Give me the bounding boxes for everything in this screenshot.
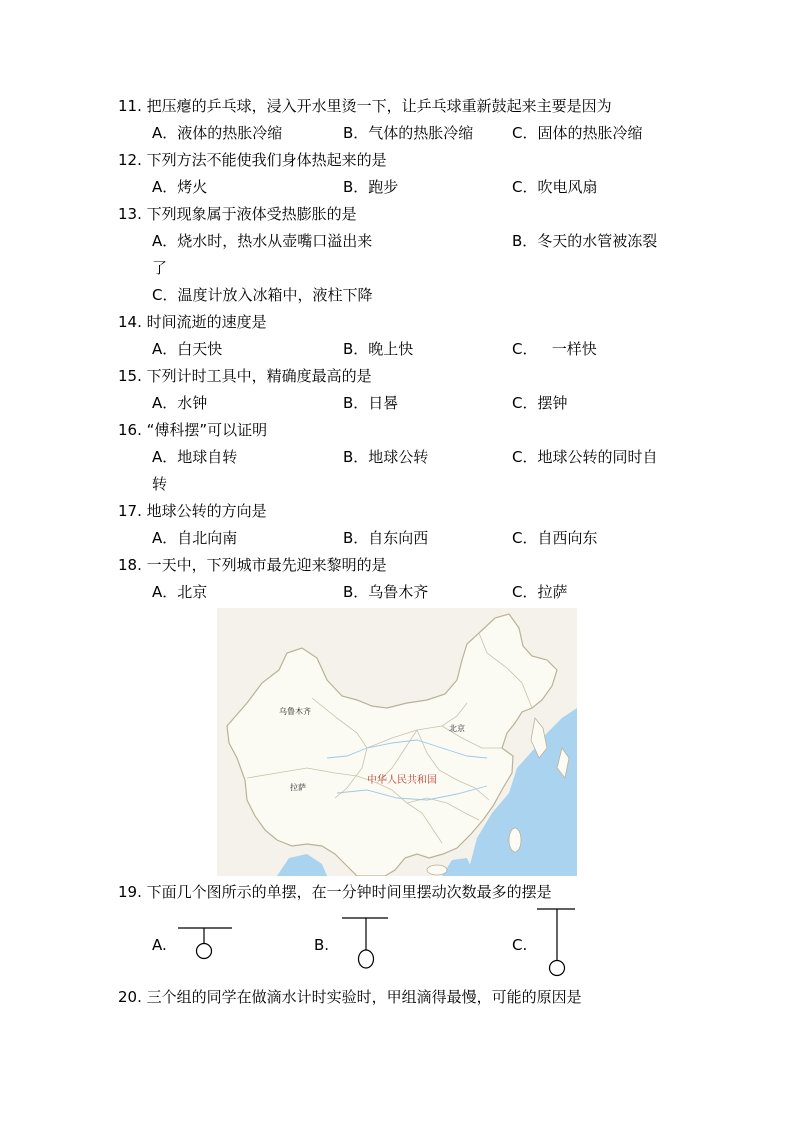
- q14-option-c: C． 一样快: [512, 340, 597, 358]
- question-16: 16. “傅科摆”可以证明: [118, 421, 268, 439]
- q12-option-b: B．跑步: [343, 178, 399, 196]
- q19-option-a: A.: [152, 936, 167, 954]
- q17-option-c: C．自西向东: [512, 529, 598, 547]
- q17-option-a: A．自北向南: [152, 529, 238, 547]
- pendulum-bob: [550, 961, 565, 976]
- q19-option-b: B.: [314, 936, 330, 954]
- q12-option-a: A．烤火: [152, 178, 208, 196]
- pendulum-medium: [340, 914, 392, 972]
- q11-option-a: A．液体的热胀冷缩: [152, 124, 283, 142]
- question-11: 11. 把压瘪的乒乓球，浸入开水里烫一下，让乒乓球重新鼓起来主要是因为: [118, 97, 612, 115]
- q16-option-c-wrap: 转: [152, 475, 168, 493]
- map-label-beijing: 北京: [449, 724, 465, 733]
- q18-option-a: A．北京: [152, 583, 208, 601]
- hainan-island: [427, 865, 447, 875]
- map-label-lhasa: 拉萨: [290, 783, 306, 792]
- q17-option-b: B．自东向西: [343, 529, 429, 547]
- q13-option-b-wrap: 了: [152, 259, 168, 277]
- question-14: 14. 时间流逝的速度是: [118, 313, 267, 331]
- q15-option-c: C．摆钟: [512, 394, 568, 412]
- question-19: 19. 下面几个图所示的单摆，在一分钟时间里摆动次数最多的摆是: [118, 883, 552, 901]
- q16-option-b: B．地球公转: [343, 448, 429, 466]
- china-map: [217, 608, 577, 876]
- q14-option-a: A．白天快: [152, 340, 223, 358]
- q16-option-a: A．地球自转: [152, 448, 238, 466]
- q15-option-a: A．水钟: [152, 394, 208, 412]
- question-13: 13. 下列现象属于液体受热膨胀的是: [118, 205, 357, 223]
- map-label-urumqi: 乌鲁木齐: [279, 707, 311, 716]
- question-18: 18. 一天中，下列城市最先迎来黎明的是: [118, 556, 387, 574]
- taiwan-island: [509, 828, 521, 852]
- pendulum-bob: [197, 944, 212, 959]
- q18-option-c: C．拉萨: [512, 583, 568, 601]
- q11-option-c: C．固体的热胀冷缩: [512, 124, 643, 142]
- pendulum-bob: [359, 950, 374, 968]
- q15-option-b: B．日晷: [343, 394, 399, 412]
- q13-option-b: B．冬天的水管被冻裂: [512, 232, 658, 250]
- q11-option-b: B．气体的热胀冷缩: [343, 124, 474, 142]
- pendulum-short: [176, 924, 236, 964]
- q13-option-c: C．温度计放入冰箱中，液柱下降: [152, 286, 373, 304]
- q16-option-c: C．地球公转的同时自: [512, 448, 658, 466]
- question-17: 17. 地球公转的方向是: [118, 502, 267, 520]
- pendulum-long: [535, 905, 579, 979]
- map-label-country: 中华人民共和国: [367, 775, 437, 786]
- question-20: 20. 三个组的同学在做滴水计时实验时，甲组滴得最慢，可能的原因是: [118, 988, 582, 1006]
- q13-option-a: A．烧水时，热水从壶嘴口溢出来: [152, 232, 373, 250]
- question-15: 15. 下列计时工具中，精确度最高的是: [118, 367, 372, 385]
- q18-option-b: B．乌鲁木齐: [343, 583, 429, 601]
- question-12: 12. 下列方法不能使我们身体热起来的是: [118, 151, 387, 169]
- q12-option-c: C．吹电风扇: [512, 178, 598, 196]
- q19-option-c: C.: [512, 936, 528, 954]
- q14-option-b: B．晚上快: [343, 340, 414, 358]
